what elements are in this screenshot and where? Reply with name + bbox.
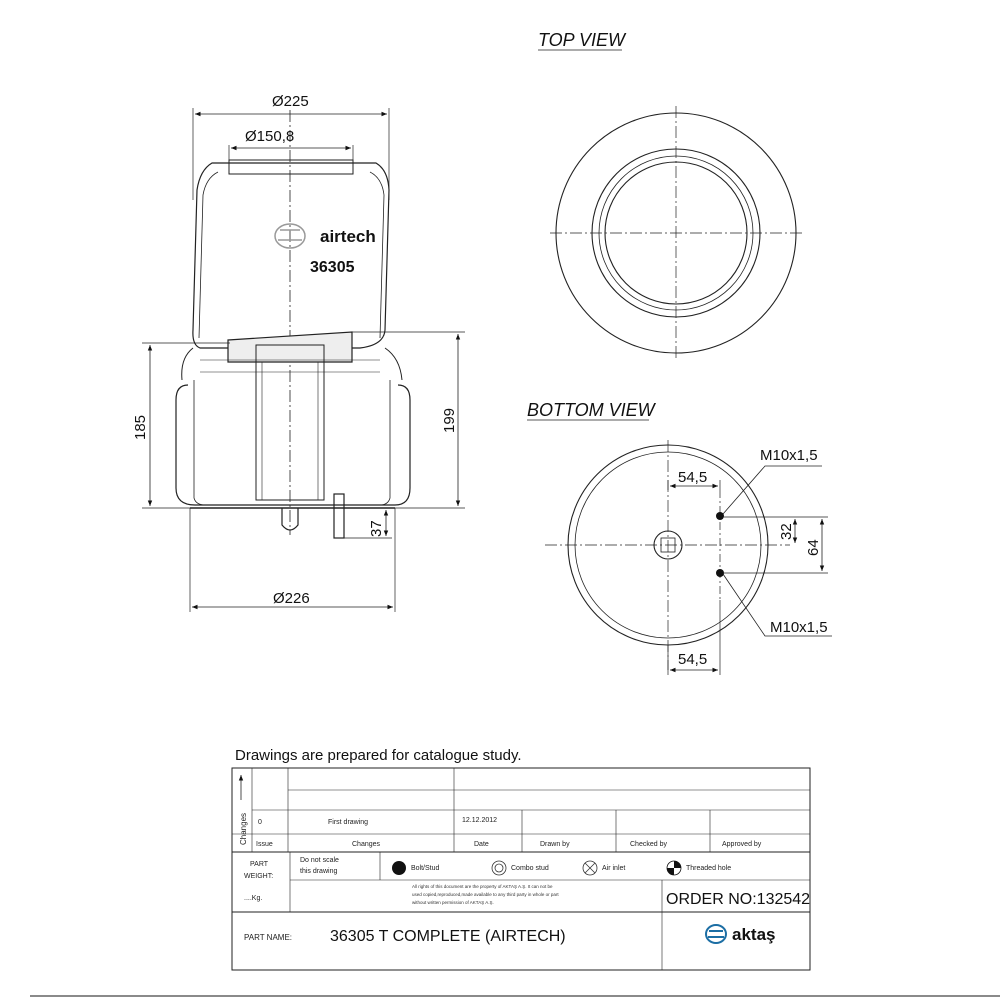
legend-bolt-stud: Bolt/Stud bbox=[411, 865, 440, 872]
side-view bbox=[142, 108, 465, 612]
part-name-label: PART NAME: bbox=[244, 933, 293, 942]
bellows-inner-outline bbox=[199, 172, 384, 338]
header-approved-by: Approved by bbox=[722, 841, 762, 848]
header-date: Date bbox=[474, 841, 489, 848]
bellows-outline bbox=[193, 163, 389, 348]
header-changes: Changes bbox=[352, 841, 381, 848]
dim-plate-diameter: Ø150,8 bbox=[245, 128, 295, 145]
air-inlet-icon bbox=[583, 861, 597, 875]
bolt-stud-icon bbox=[392, 861, 406, 875]
legend-threaded-hole: Threaded hole bbox=[686, 865, 732, 872]
threaded-hole-bottom bbox=[716, 569, 724, 577]
revision-index: 0 bbox=[258, 819, 262, 826]
order-number: ORDER NO:132542 bbox=[666, 891, 811, 908]
threaded-hole-top bbox=[716, 512, 724, 520]
spacing-label-large: 64 bbox=[805, 539, 822, 556]
do-not-scale-2: this drawing bbox=[300, 868, 338, 875]
caption-text: Drawings are prepared for catalogue study. bbox=[235, 747, 522, 764]
aktas-logo-icon bbox=[706, 925, 726, 943]
rights-line-1: All rights of this document are the property of AKTAŞ A.Ş. It can not be bbox=[412, 884, 553, 889]
top-view-title: TOP VIEW bbox=[538, 30, 626, 50]
header-checked-by: Checked by bbox=[630, 841, 667, 848]
spacing-label-small: 32 bbox=[778, 523, 795, 540]
bottom-stud bbox=[334, 494, 344, 538]
thread-label-top: M10x1,5 bbox=[760, 447, 818, 464]
logo-text: airtech bbox=[320, 227, 376, 246]
offset-label-top: 54,5 bbox=[678, 469, 708, 486]
dim-bottom-diameter: Ø226 bbox=[273, 590, 310, 607]
piston-top bbox=[228, 332, 352, 362]
dim-stud-length: 37 bbox=[368, 520, 385, 537]
combo-stud-icon bbox=[492, 861, 506, 875]
changes-label: Changes bbox=[239, 812, 248, 845]
top-view bbox=[550, 106, 802, 360]
dim-left-height: 185 bbox=[132, 414, 149, 440]
company-name: aktaş bbox=[732, 925, 776, 944]
legend-air-inlet: Air inlet bbox=[602, 865, 626, 872]
bottom-view-title: BOTTOM VIEW bbox=[527, 400, 655, 420]
part-weight-label-2: WEIGHT: bbox=[244, 873, 274, 880]
weight-unit: ....Kg. bbox=[244, 895, 263, 902]
legend-combo-stud: Combo stud bbox=[511, 865, 549, 872]
dim-right-height: 199 bbox=[441, 407, 458, 433]
part-name: 36305 T COMPLETE (AIRTECH) bbox=[330, 928, 566, 945]
header-issue: Issue bbox=[256, 841, 273, 848]
offset-label-bottom: 54,5 bbox=[678, 651, 708, 668]
top-plate bbox=[229, 160, 353, 174]
do-not-scale-1: Do not scale bbox=[300, 857, 339, 864]
part-weight-label-1: PART bbox=[250, 861, 269, 868]
rights-line-3: without written permission of AKTAŞ A.Ş. bbox=[412, 900, 494, 905]
piston-body bbox=[176, 385, 410, 505]
dim-top-diameter: Ø225 bbox=[272, 93, 309, 110]
part-code-text: 36305 bbox=[310, 259, 355, 276]
revision-date: 12.12.2012 bbox=[462, 817, 498, 824]
revision-change: First drawing bbox=[328, 819, 369, 826]
thread-label-bottom: M10x1,5 bbox=[770, 619, 828, 636]
header-drawn-by: Drawn by bbox=[540, 841, 570, 848]
threaded-hole-icon bbox=[667, 861, 681, 875]
rights-line-2: used copied,reproduced,made available to any third party in whole or part bbox=[412, 892, 559, 897]
